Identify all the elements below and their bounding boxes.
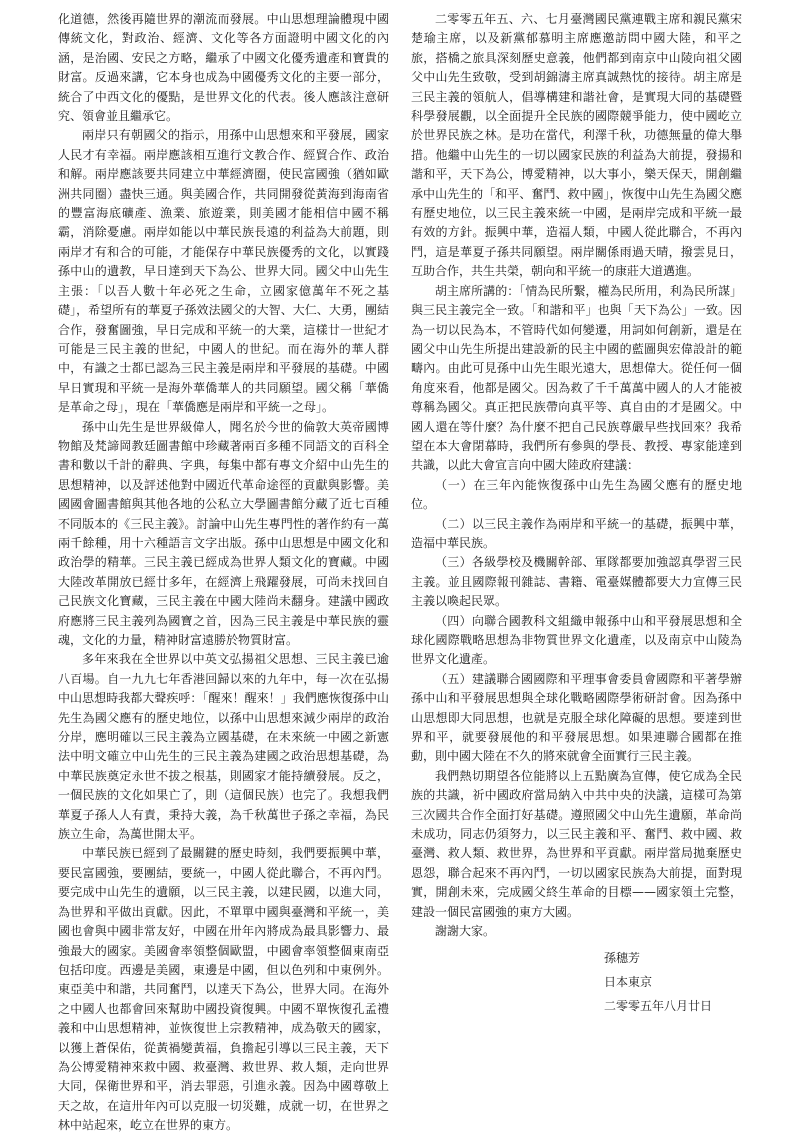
proposal-item-2: （二）以三民主義作為兩岸和平統一的基礎，振興中華，造福中華民族。 xyxy=(411,516,742,550)
proposal-item-4: （四）向聯合國教科文組織申報孫中山和平發展思想和全球化國際戰略思想為非物質世界文化遺產，以及南京中山陵為世界文化遺產。 xyxy=(411,613,742,667)
paragraph: 孫中山先生是世界級偉人，聞名於今世的倫敦大英帝國博物館及梵諦岡教廷圖書館中珍藏著兩百多種不同語文的百科全書和數以千計的辭典、字典，每集中都有專文介紹中山先生的思想精神，以及評述他對中國近代革命途徑的貢獻與影響。美國國會圖書館與其他各地的公私立大學圖書館分藏了近七百種不同版本的《三民主義》。討論中山先生專門性的著作約有一萬兩千餘種，用十六種語言文字出版。孫中山思想是中國文化和政治學的精華。三民主義已經成為世界人類文化的寶藏。中國大陸改革開放已經廿多年，在經濟上飛躍發展，可尚未找回自己民族文化寶藏，三民主義在中國大陸尚未翻身。建議中國政府應將三民主義列為國寶之首，因為三民主義是中華民族的靈魂，文化的力量，精神財富遠勝於物質財富。 xyxy=(58,419,389,647)
right-column xyxy=(411,10,742,1013)
closing-remark: 謝謝大家。 xyxy=(435,924,496,939)
paragraph: 化道德，然後再隨世界的潮流而發展。中山思想理論體現中國傳統文化，對政治、經濟、文化等各方面證明中國文化的內涵，是治國、安民之方略，繼承了中國文化優秀遺產和寶貴的財富。反過來講，它本身也成為中國優秀文化的主要一部分，統合了中西文化的優點，是世界文化的代表。後人應該注意研究、領會並且繼承它。 xyxy=(58,12,389,124)
paragraph: 胡主席所講的：「情為民所繫，權為民所用，利為民所謀」與三民主義完全一致。「和諧和平」也與「天下為公」一致。因為一切以民為本，不管時代如何變遷，用詞如何創新，還是在國父中山先生所提出建設新的民主中國的藍圖與宏偉設計的範疇內。由此可見孫中山先生眼光遠大，思想偉大。從任何一個角度來看，他都是國父。因為救了千千萬萬中國人的人才能被尊稱為國父。真正把民族帶向真平等、真自由的才是國父。中國人還在等什麼？為什麼不把自己民族尊嚴早些找回來？我希望在本大會閉幕時，我們所有參與的學長、教授、專家能達到共識，以此大會宣言向中國大陸政府建議： xyxy=(411,283,742,473)
paragraph: 多年來我在全世界以中英文弘揚祖父思想、三民主義已逾八百場。自一九九七年香港回歸以來的九年中，每一次在弘揚中山思想時我都大聲疾呼：「醒來！醒來！」我們應恢復孫中山先生為國父應有的歷史地位，以孫中山思想來減少兩岸的政治分岸，應明確以三民主義為立國基礎，在未來統一中國之新憲法中明文確立中山先生的三民主義為建國之政治思想基礎，為中華民族奠定永世不拔之根基，則國家才能持續發展。反之，一個民族的文化如果亡了，則（這個民族）也完了。我想我們華夏子孫人人有責，秉持大義，為千秋萬世子孫之幸福，為民族立生命，為萬世開太平。 xyxy=(58,652,389,842)
proposal-item-5: （五）建議聯合國國際和平理事會委員會國際和平著學辦孫中山和平發展思想與全球化戰略國際學術研討會。因為孫中山思想即大同思想，也就是克服全球化障礙的思想。要達到世界和平，就要發展他的和平發展思想。如果連聯合國都在推動，則中國大陸在不久的將來就會全面實行三民主義。 xyxy=(411,671,742,764)
signature-place: 日本東京 xyxy=(604,974,653,989)
paragraph: 中華民族已經到了最關鍵的歷史時刻，我們要振興中華，要民富國強，要團結，要統一，中國人從此聯合，不再內鬥。要完成中山先生的遺願，以三民主義，以建民國，以進大同，為世界和平做出貢獻。因此，不單單中國與臺灣和平統一，美國也會與中國非常友好，中國在卅年內將成為最具影響力、最強最大的國家。美國會率領整個歐盟，中國會率領整個東南亞包括印度。西邊是美國，東邊是中國，但以色列和中東例外。東亞美中和諧，共同奮鬥，以達天下為公，世界大同。在海外之中國人也都會回來幫助中國投資復興。中國不單恢復孔孟禮義和中山思想精神，並恢復世上宗教精神，成為敬天的國家，以獲上蒼保佑，從黃禍變黃福，負擔起引導以三民主義，天下為公博愛精神來救中國、救臺灣、救世界、救人類，走向世界大同，保衛世界和平，消去罪惡，引進永義。因為中國尊敬上天之故，在這卅年內可以克服一切災難，成就一切，在世界之林中站起來，屹立在世界的東方。 xyxy=(58,846,389,1133)
paragraph: 兩岸只有朝國父的指示，用孫中山思想來和平發展，國家人民才有幸福。兩岸應該相互進行文教合作、經貿合作、政治和解。兩岸應該要共同建立中華經濟圈，使民富國強（猶如歐洲共同圈）盡快三通。與美國合作，共同開發從黃海到海南省的豐富海底礦產、漁業、旅遊業，則美國才能相信中國不稱霸，消除憂慮。兩岸如能以中華民族長遠的利益為大前題，則兩岸才有和合的可能，才能保存中華民族優秀的文化，以實踐孫中山的遺教，早日達到天下為公、世界大同。國父中山先生主張：「以吾人數十年必死之生命，立國家億萬年不死之基礎」，希望所有的華夏子孫效法國父的大智、大仁、大勇，團結合作，發奮圖強，早日完成和平統一的大業，這樣廿一世紀才可能是三民主義的世紀，中國人的世紀。而在海外的華人群中，有識之士都已認為三民主義是兩岸和平發展的基礎。中國早日實現和平統一是海外華僑華人的共同願望。國父稱「華僑是革命之母」，現在「華僑應是兩岸和平統一之母」。 xyxy=(58,128,389,415)
left-column xyxy=(58,10,389,1133)
proposal-item-1: （一）在三年內能恢復孫中山先生為國父應有的歷史地位。 xyxy=(411,477,742,512)
signature-name: 孫穗芳 xyxy=(604,950,641,965)
paragraph: 我們熱切期望各位能將以上五點廣為宣傳，使它成為全民族的共識，祈中國政府當局納入中共中央的決議，這樣可為第三次國共合作全面打好基礎。遵照國父中山先生遺願，革命尚未成功，同志仍須努力，以三民主義和平、奮鬥、救中國、救臺灣、救人類、救世界，為世界和平貢獻。兩岸當局拋棄歷史恩怨，聯合起來不再內鬥，一切以國家民族為大前提，面對現實，開創未來，完成國父終生革命的目標——國家領土完整，建設一個民富國強的東方大國。 xyxy=(411,768,742,919)
proposal-item-3: （三）各級學校及機關幹部、軍隊都要加強認真學習三民主義。並且國際報刊雜誌、書籍、電臺媒體都要大力宣傳三民主義以喚起民眾。 xyxy=(411,555,742,609)
signature-block xyxy=(604,946,742,1018)
paragraph: 二零零五年五、六、七月臺灣國民黨連戰主席和親民黨宋楚瑜主席，以及新黨郁慕明主席應邀訪問中國大陸，和平之旅，搭橋之旅具深刻歷史意義，他們都到南京中山陵向祖父國父中山先生致敬，受到胡錦濤主席真誠熱忱的接待。胡主席是三民主義的領航人，倡導構建和諧社會，是實現大同的基礎暨科學發展觀，以全面提升全民族的國際競爭能力，使中國屹立於世界民族之林。是功在當代，利澤千秋，功德無量的偉大舉措。他繼中山先生的一切以國家民族的利益為大前提，發揚和諧和平，天下為公，博愛精神，以大事小，樂天保天，開創繼承中山先生的「和平、奮鬥、救中國」，恢復中山先生為國父應有歷史地位，以三民主義來統一中國，是兩岸完成和平統一最有效的方針。振興中華，造福人類，中國人從此聯合，不再內鬥，這是華夏子孫共同願望。兩岸關係雨過天晴，撥雲見日，互助合作，共生共榮，朝向和平統一的康莊大道邁進。 xyxy=(411,12,742,279)
signature-date: 二零零五年八月廿日 xyxy=(604,998,713,1013)
